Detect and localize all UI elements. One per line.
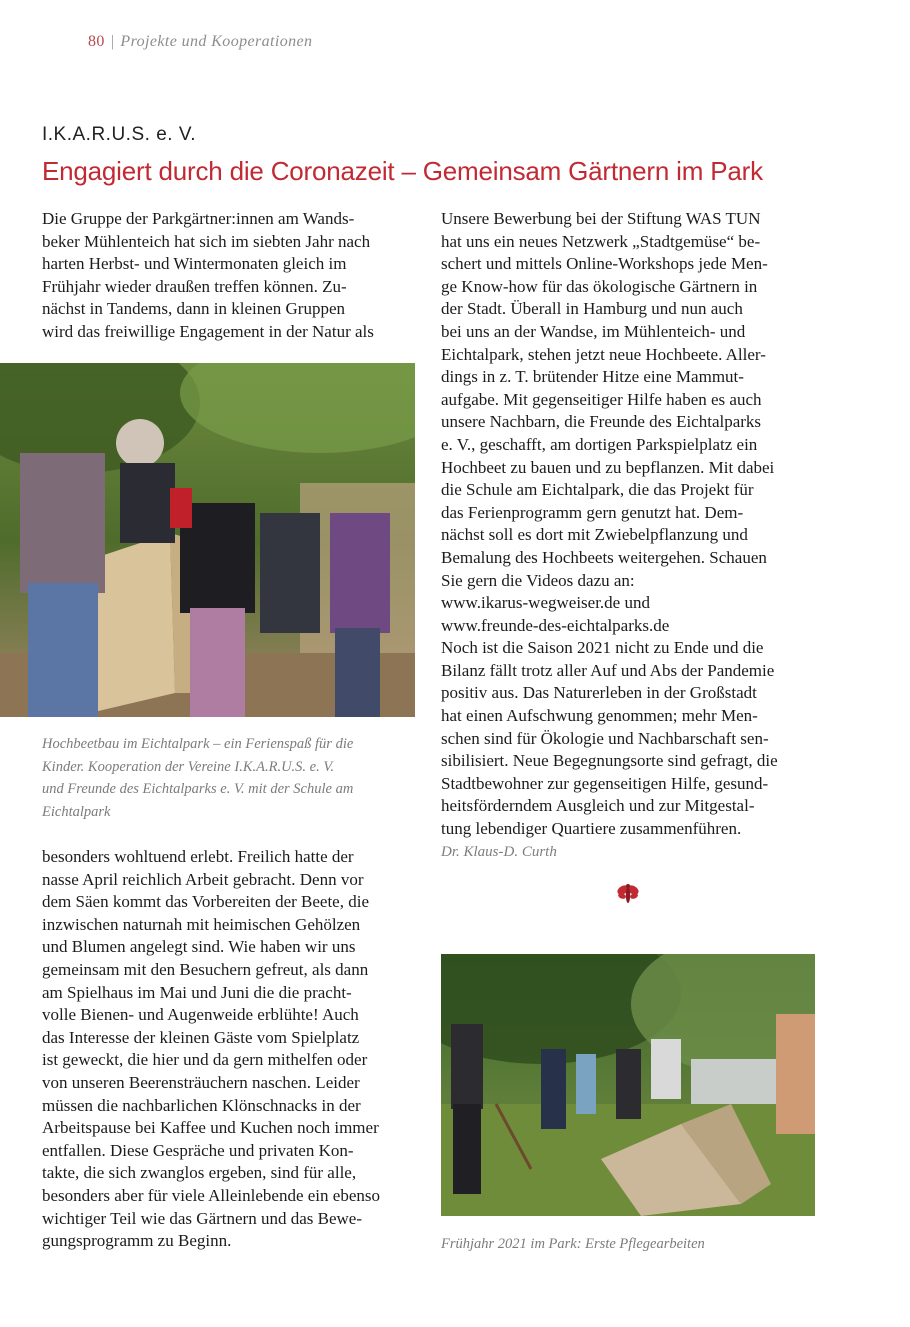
article-title: Engagiert durch die Coronazeit – Gemeinsam Gärtnern im Park	[42, 156, 763, 186]
text-line: Eichtalpark, stehen jetzt neue Hochbeete. Aller-	[441, 344, 766, 364]
text-line: takte, die sich zwanglos ergeben, sind für alle,	[42, 1163, 357, 1183]
text-line: gemeinsam mit den Besuchern gefreut, als dann	[42, 959, 369, 979]
text-line: sibilisiert. Neue Begegnungsorte sind gefragt, die	[441, 751, 778, 771]
text-line: Frühjahr 2021 im Park: Erste Pflegearbeiten	[441, 1236, 705, 1252]
text-line: Hochbeet zu bauen und zu bepflanzen. Mit dabei	[441, 457, 775, 477]
photo-caption-1	[42, 733, 353, 824]
header-separator: |	[110, 33, 115, 50]
text-line: nächst in Tandems, dann in kleinen Gruppen	[42, 299, 346, 319]
text-line: www.ikarus-wegweiser.de und	[441, 593, 650, 613]
text-line: entfallen. Diese Gespräche und privaten Kon-	[42, 1140, 354, 1160]
author-signature: Dr. Klaus-D. Curth	[441, 843, 557, 860]
text-line: Bilanz fällt trotz aller Auf und Abs der Pandemie	[441, 660, 775, 680]
text-line: dem Säen kommt das Vorbereiten der Beete, die	[42, 892, 370, 912]
text-line: und Freunde des Eichtalparks e. V. mit der Schule am	[42, 781, 354, 798]
text-line: ist geweckt, die hier und da gern mithelfen oder	[42, 1050, 368, 1070]
text-line: besonders aber für viele Alleinlebende ein ebenso	[42, 1185, 380, 1205]
text-line: tung lebendiger Quartiere zusammenführen.	[441, 819, 742, 839]
text-line: volle Bienen- und Augenweide erblühte! Auch	[42, 1005, 359, 1025]
text-line: das Interesse der kleinen Gäste vom Spielplatz	[42, 1027, 360, 1047]
text-line: positiv aus. Das Naturerleben in der Großstadt	[441, 683, 757, 703]
photo-pflegearbeiten	[441, 954, 815, 1216]
body-text-right-lines	[441, 208, 778, 841]
photo-caption-2	[441, 1233, 705, 1256]
text-line: nasse April reichlich Arbeit gebracht. Denn vor	[42, 869, 364, 889]
text-line: beker Mühlenteich hat sich im siebten Jahr nach	[42, 231, 371, 251]
section-title: Projekte und Kooperationen	[120, 33, 313, 50]
body-text-left-bottom	[42, 846, 380, 1253]
text-line: müssen die nachbarlichen Klönschnacks in der	[42, 1095, 361, 1115]
text-line: schen sind für Ökologie und Nachbarschaft sen-	[441, 728, 769, 748]
text-line: wird das freiwillige Engagement in der Natur als	[42, 321, 374, 341]
text-line: unsere Nachbarn, die Freunde des Eichtalparks	[441, 412, 762, 432]
text-line: Hochbeetbau im Eichtalpark – ein Ferienspaß für die	[42, 736, 354, 752]
text-line: die Schule am Eichtalpark, die das Projekt für	[441, 480, 754, 500]
text-line: harten Herbst- und Wintermonaten gleich im	[42, 254, 347, 274]
text-line: am Spielhaus im Mai und Juni die die pracht-	[42, 982, 352, 1002]
text-line: der Stadt. Überall in Hamburg und nun auch	[441, 299, 743, 319]
text-line: Stadtbewohner zur gegenseitigen Hilfe, gesund-	[441, 773, 769, 793]
text-line: www.freunde-des-eichtalparks.de	[441, 615, 670, 635]
text-line: Sie gern die Videos dazu an:	[441, 570, 635, 590]
text-line: das Ferienprogramm gern genutzt hat. Dem-	[441, 502, 744, 522]
text-line: hat uns ein neues Netzwerk „Stadtgemüse“ be-	[441, 231, 761, 251]
organization-name: I.K.A.R.U.S. e. V.	[42, 124, 197, 145]
text-line: dings in z. T. brütender Hitze eine Mammut-	[441, 367, 744, 387]
text-line: nächst soll es dort mit Zwiebelpflanzung und	[441, 525, 748, 545]
text-line: Bemalung des Hochbeets weitergehen. Schauen	[441, 547, 767, 567]
text-line: inzwischen naturnah mit heimischen Gehölzen	[42, 914, 361, 934]
text-line: Noch ist die Saison 2021 nicht zu Ende und die	[441, 638, 764, 658]
text-line: Unsere Bewerbung bei der Stiftung WAS TUN	[441, 209, 761, 228]
photo-hochbeetbau	[0, 363, 415, 717]
text-line: heitsförderndem Ausgleich und zur Mitgestal-	[441, 796, 755, 816]
text-line: ge Know-how für das ökologische Gärtnern in	[441, 276, 758, 296]
text-line: und Blumen angelegt sind. Wie haben wir uns	[42, 937, 356, 957]
text-line: bei uns an der Wandse, im Mühlenteich- und	[441, 321, 746, 341]
text-line: Die Gruppe der Parkgärtner:innen am Wands-	[42, 209, 355, 228]
text-line: wichtiger Teil wie das Gärtnern und das Bewe-	[42, 1208, 362, 1228]
text-line: Frühjahr wieder draußen treffen können. Zu-	[42, 276, 347, 296]
text-line: hat einen Aufschwung genommen; mehr Men-	[441, 706, 758, 726]
body-text-left-top	[42, 208, 374, 344]
text-line: Kinder. Kooperation der Vereine I.K.A.R.U.S. e. V.	[42, 758, 334, 775]
text-line: von unseren Beerensträuchern naschen. Leider	[42, 1072, 360, 1092]
text-line: Eichtalpark	[42, 804, 111, 821]
text-line: aufgabe. Mit gegenseitiger Hilfe haben es auch	[441, 389, 762, 409]
text-line: besonders wohltuend erlebt. Freilich hatte der	[42, 847, 354, 866]
text-line: gungsprogramm zu Beginn.	[42, 1231, 232, 1251]
text-line: e. V., geschafft, am dortigen Parkspielplatz ein	[441, 434, 758, 454]
bee-icon	[615, 881, 641, 907]
text-line: schert und mittels Online-Workshops jede Men-	[441, 254, 768, 274]
text-line: Arbeitspause bei Kaffee und Kuchen noch immer	[42, 1118, 379, 1138]
running-header	[88, 33, 312, 51]
page-number: 80	[88, 33, 105, 50]
body-text-right	[441, 208, 778, 863]
